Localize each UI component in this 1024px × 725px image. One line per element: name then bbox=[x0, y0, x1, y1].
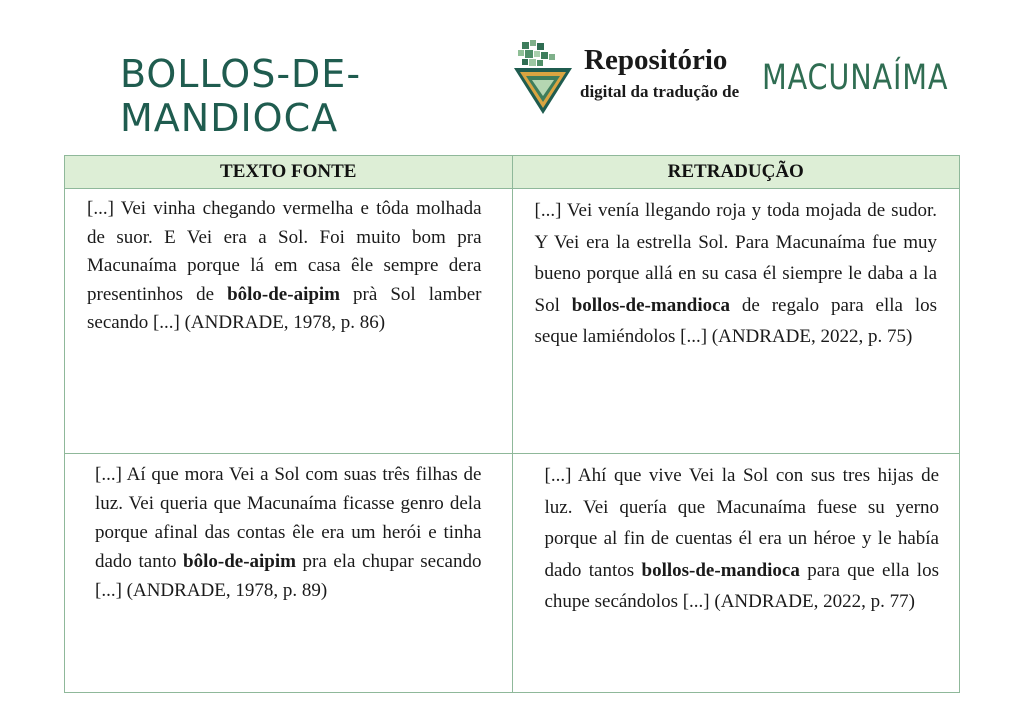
comparison-table bbox=[64, 155, 960, 693]
page-title-line-2: MANDIOCA bbox=[120, 96, 339, 140]
table-header-row bbox=[65, 156, 960, 189]
repository-logo bbox=[508, 38, 949, 118]
source-text-end: prà Sol lamber secando [...] (ANDRADE, 1978, p. 86) bbox=[87, 283, 482, 333]
source-term: bôlo-de-aipim bbox=[183, 551, 296, 572]
retranslation-term: bollos-de-mandioca bbox=[571, 294, 731, 316]
page-title-line-1: BOLLOS-DE- bbox=[120, 52, 362, 96]
retranslation-text: [...] Ahí que vive Vei la Sol con sus tres hijas de luz. Vei quería que Macunaíma fuese su yerno porque al fin de cuentas él era un héroe y le había dado tantos bbox=[544, 465, 939, 581]
logo-subtitle: digital da tradução de bbox=[580, 82, 740, 101]
retranslation-cell bbox=[512, 189, 960, 454]
retranslation-cell bbox=[512, 454, 960, 693]
retranslation-term: bollos-de-mandioca bbox=[641, 559, 800, 581]
source-text-cell bbox=[65, 189, 513, 454]
source-text: [...] Aí que mora Vei a Sol com suas três filhas de luz. Vei queria que Macunaíma ficasse genro dela porque afinal das contas êle era um herói e tinha dado tanto bbox=[95, 464, 482, 572]
retranslation-text-end: de regalo para ella los seque lamiéndolos [...] (ANDRADE, 2022, p. 75) bbox=[534, 294, 937, 347]
logo-wordmark: MACUNAÍMA bbox=[762, 58, 949, 98]
page-title bbox=[120, 52, 420, 140]
source-text-cell bbox=[65, 454, 513, 693]
source-text-end: pra ela chupar secando [...] (ANDRADE, 1978, p. 89) bbox=[95, 551, 482, 601]
table-row bbox=[65, 189, 960, 454]
header-texto-fonte: TEXTO FONTE bbox=[65, 156, 513, 189]
logo-name: Repositório bbox=[584, 44, 728, 76]
retranslation-text-end: para que ella los chupe secándolos [...] (ANDRADE, 2022, p. 77) bbox=[544, 559, 939, 612]
triangle-mosaic-logo-icon bbox=[508, 38, 578, 116]
table-row bbox=[65, 454, 960, 693]
header-retraducao: RETRADUÇÃO bbox=[512, 156, 960, 189]
retranslation-text: [...] Vei venía llegando roja y toda mojada de sudor. Y Vei era la estrella Sol. Para Macunaíma fue muy bueno porque allá en su casa él siempre le daba a la Sol bbox=[534, 200, 937, 316]
source-term: bôlo-de-aipim bbox=[227, 283, 341, 305]
source-text: [...] Vei vinha chegando vermelha e tôda molhada de suor. E Vei era a Sol. Foi muito bom pra Macunaíma porque lá em casa êle sempre dera presentinhos de bbox=[87, 198, 482, 305]
